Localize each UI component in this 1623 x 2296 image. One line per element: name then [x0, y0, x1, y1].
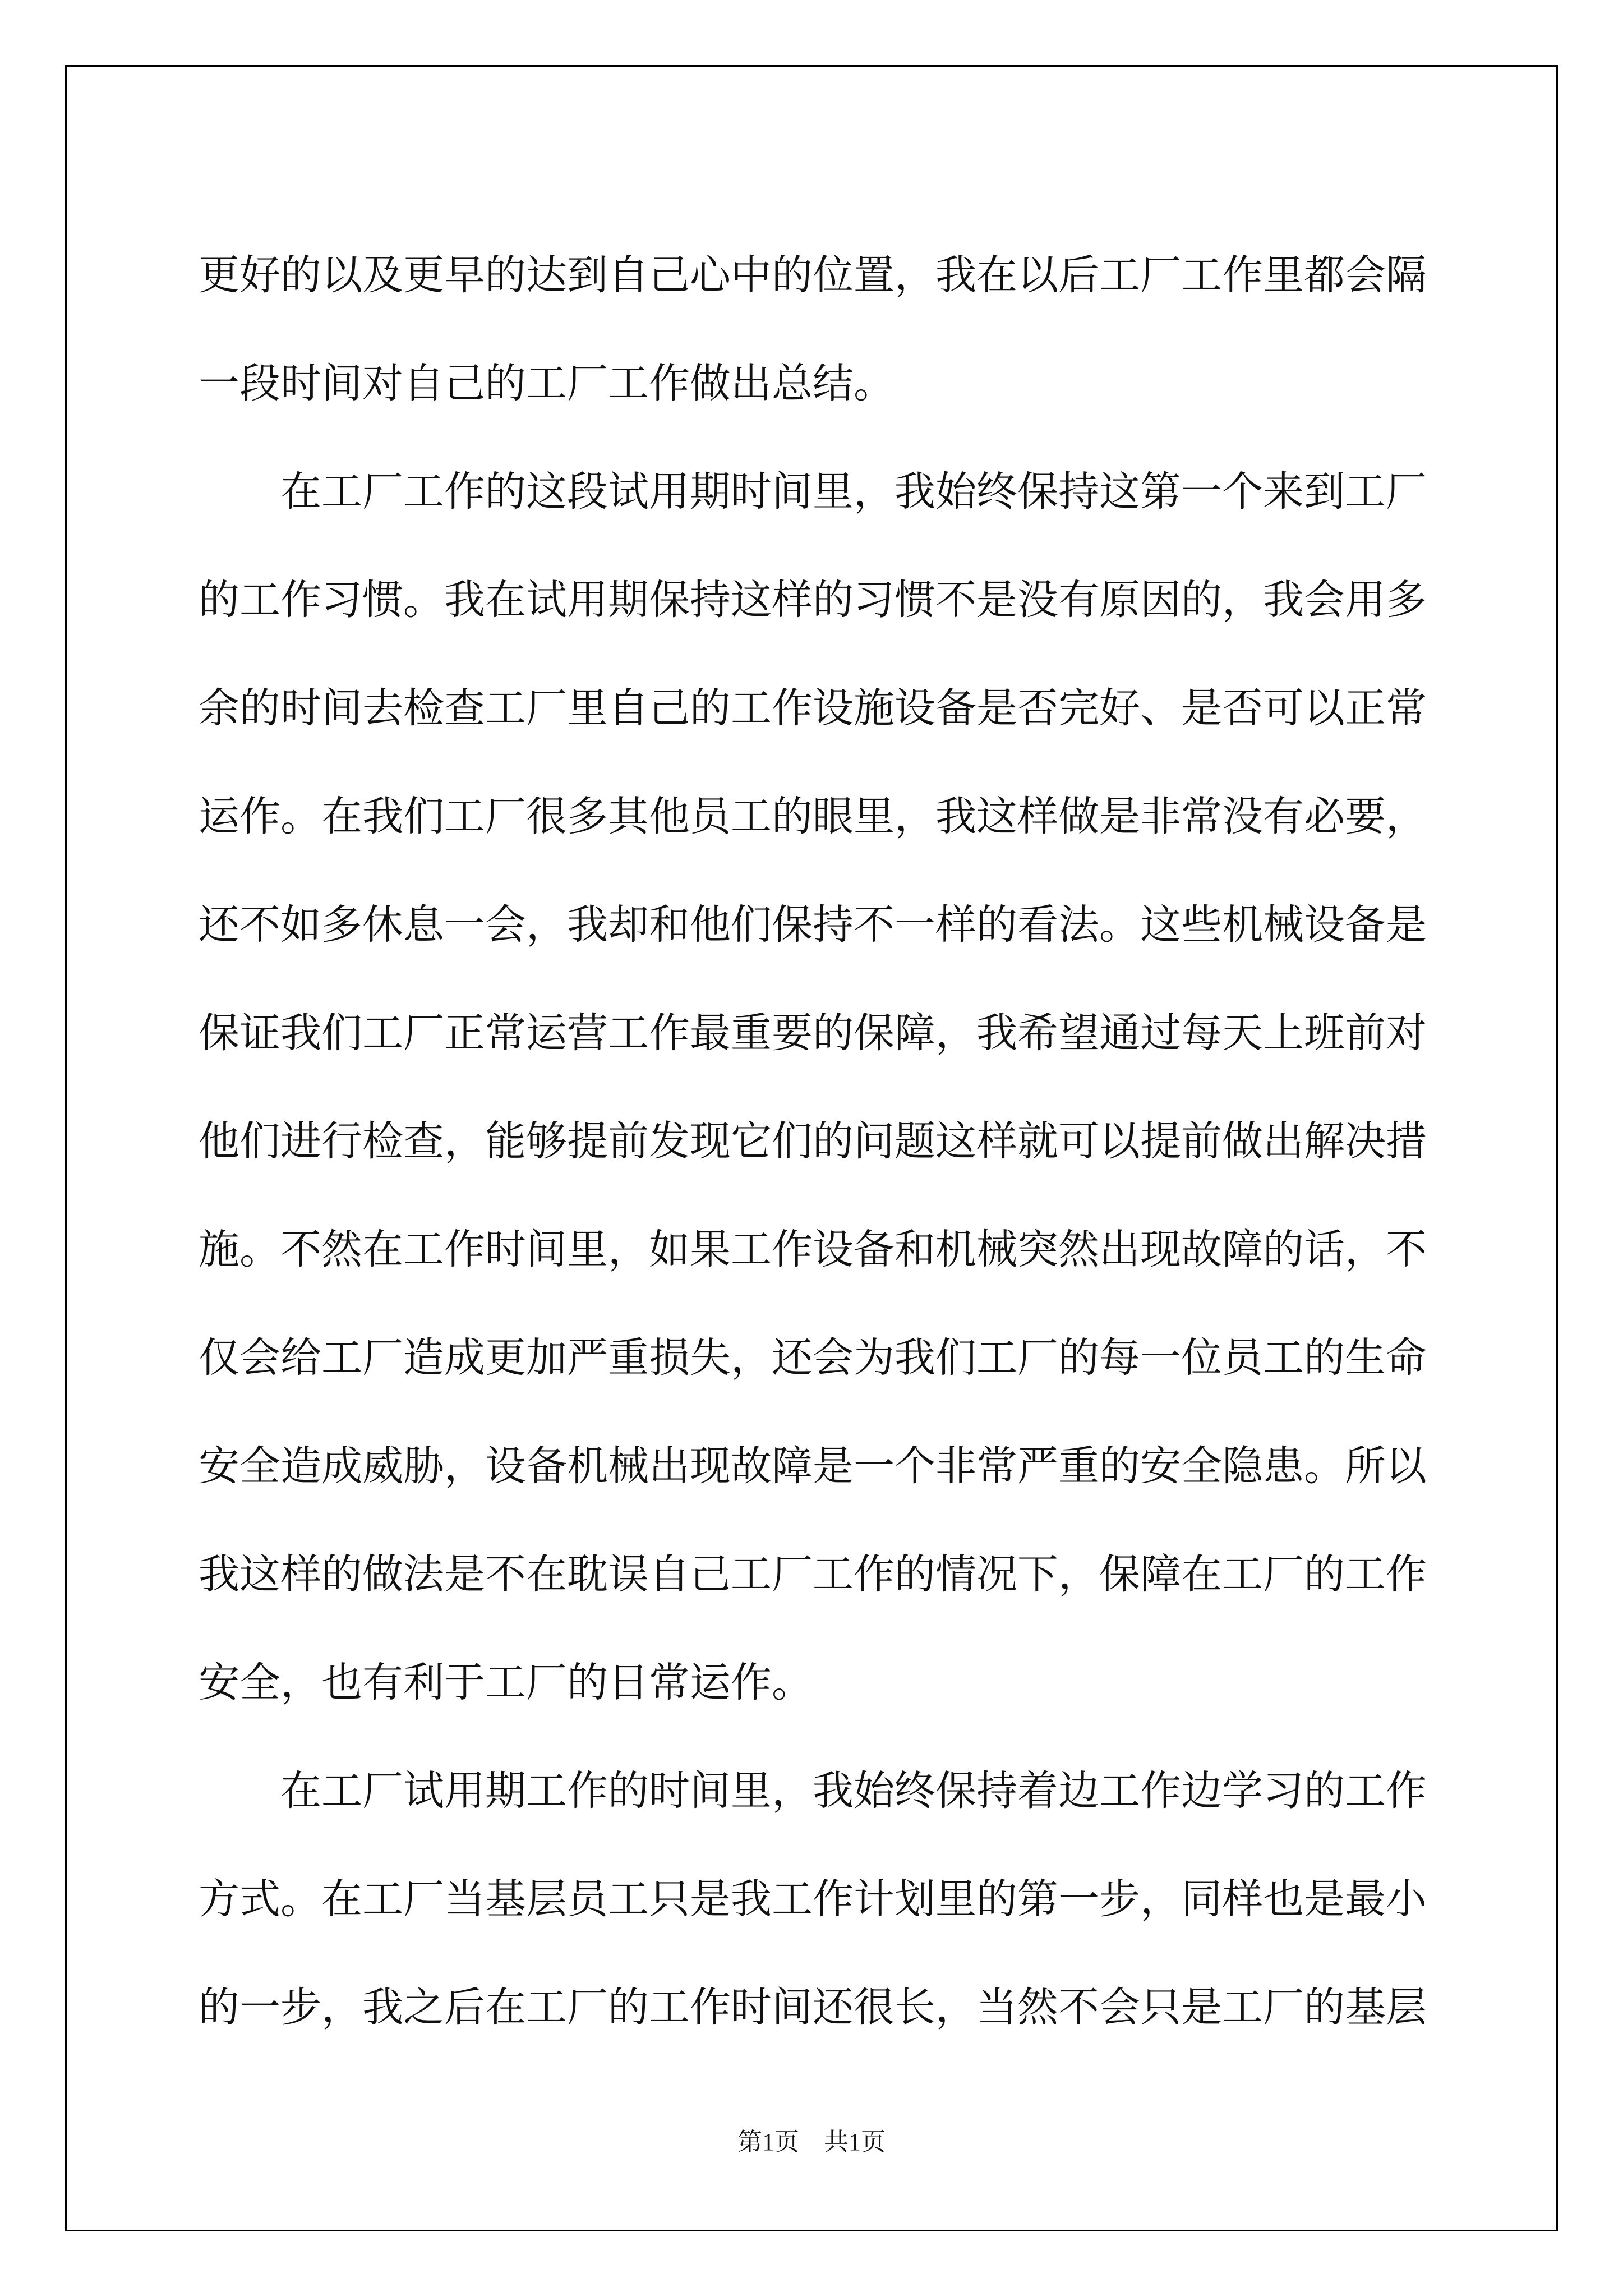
page-number: 第1页 [737, 2128, 799, 2156]
document-body [199, 221, 1427, 2062]
page-total: 共1页 [824, 2128, 886, 2156]
page-footer [0, 2122, 1623, 2157]
paragraph-2: 在工厂工作的这段试用期时间里，我始终保持这第一个来到工厂的工作习惯。我在试用期保持这样的习惯不是没有原因的，我会用多余的时间去检查工厂里自己的工作设施设备是否完好、是否可以正常运作。在我们工厂很多其他员工的眼里，我这样做是非常没有必要，还不如多休息一会，我却和他们保持不一样的看法。这些机械设备是保证我们工厂正常运营工作最重要的保障，我希望通过每天上班前对他们进行检查，能够提前发现它们的问题这样就可以提前做出解决措施。不然在工作时间里，如果工作设备和机械突然出现故障的话，不仅会给工厂造成更加严重损失，还会为我们工厂的每一位员工的生命安全造成威胁，设备机械出现故障是一个非常严重的安全隐患。所以我这样的做法是不在耽误自己工厂工作的情况下，保障在工厂的工作安全，也有利于工厂的日常运作。 [199, 468, 1427, 1706]
paragraph-3: 在工厂试用期工作的时间里，我始终保持着边工作边学习的工作方式。在工厂当基层员工只是我工作计划里的第一步，同样也是最小的一步，我之后在工厂的工作时间还很长，当然不会只是工厂的基层 [199, 1767, 1427, 2031]
paragraph-1: 更好的以及更早的达到自己心中的位置，我在以后工厂工作里都会隔一段时间对自己的工厂工作做出总结。 [199, 251, 1427, 407]
